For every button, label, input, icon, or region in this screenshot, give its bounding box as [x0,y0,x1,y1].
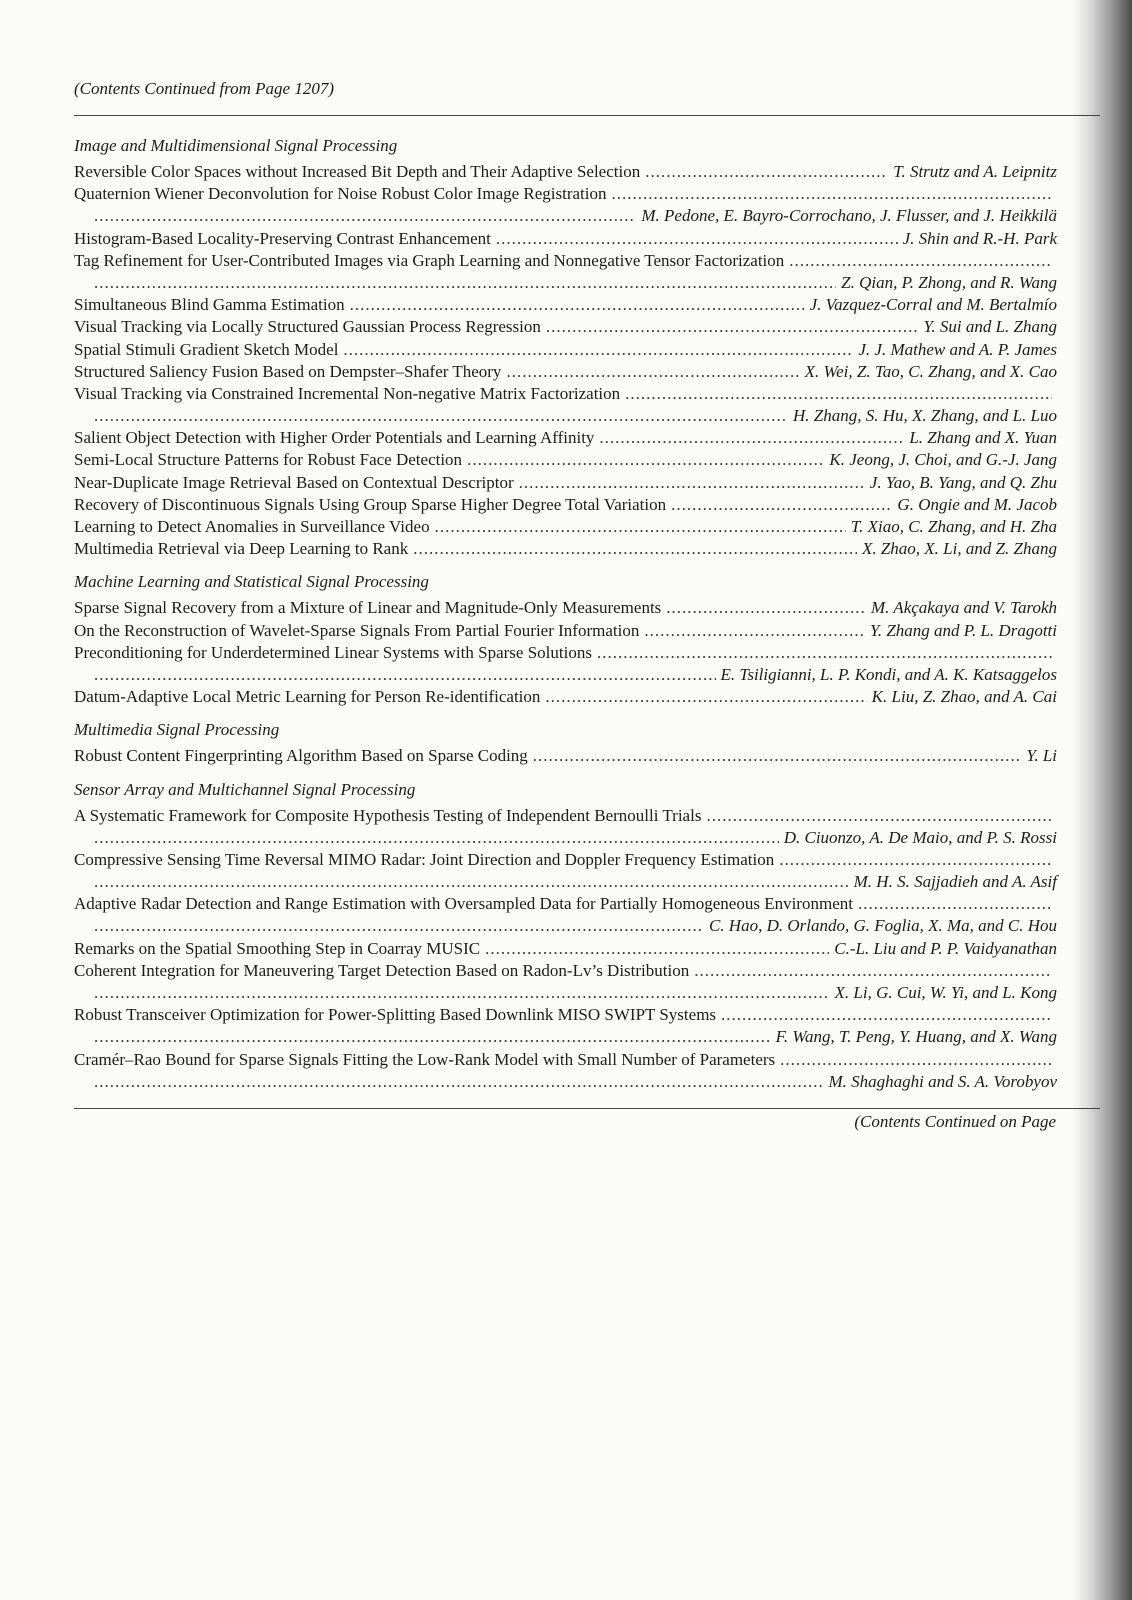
section-title: Sensor Array and Multichannel Signal Processing [74,779,416,799]
toc-entry [74,361,1057,383]
toc-section [74,135,1057,560]
dot-leader [545,686,866,708]
entry-title: Near-Duplicate Image Retrieval Based on Contextual Descriptor [74,472,514,492]
toc-entry [74,893,1057,937]
binding-spine-shadow [1072,0,1132,1600]
entry-title: Robust Content Fingerprinting Algorithm Based on Sparse Coding [74,746,528,766]
toc-entry [74,183,1057,227]
toc-entry [74,316,1057,338]
dot-leader [94,871,849,893]
dot-leader [94,1026,771,1048]
dot-leader [94,272,836,294]
entry-title: Salient Object Detection with Higher Order Potentials and Learning Affinity [74,428,595,448]
entry-title: Visual Tracking via Constrained Incremental Non-negative Matrix Factorization [74,383,621,403]
entry-title: Adaptive Radar Detection and Range Estimation with Oversampled Data for Partially Homogeneous Environment [74,894,853,914]
entry-title: Cramér–Rao Bound for Sparse Signals Fitting the Low-Rank Model with Small Number of Parameters [74,1049,776,1069]
toc-entry [74,494,1057,516]
entry-authors: Y. Sui and L. Zhang [923,317,1057,337]
contents-continued-footer: (Contents Continued on Page [854,1112,1056,1131]
entry-title: On the Reconstruction of Wavelet-Sparse Signals From Partial Fourier Information [74,620,640,640]
toc-entry [74,339,1057,361]
entry-title: Reversible Color Spaces without Increased Bit Depth and Their Adaptive Selection [74,162,641,181]
entry-authors: M. Pedone, E. Bayro-Corrochano, J. Flusser, and J. Heikkilä [641,206,1057,226]
toc-entry [74,516,1057,538]
dot-leader [435,516,846,538]
entry-authors: J. Shin and R.-H. Park [902,228,1057,248]
contents-continued-header: (Contents Continued from Page 1207) [74,79,335,98]
dot-leader [533,745,1022,767]
dot-leader [694,960,1052,982]
dot-leader [789,250,1052,272]
toc-entry [74,250,1057,294]
dot-leader [467,449,824,471]
entry-title: Simultaneous Blind Gamma Estimation [74,295,345,315]
dot-leader [597,642,1052,664]
entry-title: Quaternion Wiener Deconvolution for Noise Robust Color Image Registration [74,184,607,204]
entry-authors: Z. Qian, P. Zhong, and R. Wang [841,272,1057,292]
toc-entry [74,383,1057,427]
toc-entry [74,1049,1057,1093]
section-title: Image and Multidimensional Signal Processing [74,136,398,155]
entry-authors: H. Zhang, S. Hu, X. Zhang, and L. Luo [792,406,1057,426]
dot-leader [625,383,1052,405]
toc-entry [74,597,1057,619]
dot-leader [94,1071,823,1093]
entry-authors: X. Wei, Z. Tao, C. Zhang, and X. Cao [804,361,1057,381]
dot-leader [350,294,805,316]
toc-entry [74,161,1057,183]
entry-authors: M. Shaghaghi and S. A. Vorobyov [828,1071,1057,1091]
toc-entry [74,427,1057,449]
dot-leader [94,915,704,937]
entry-title: Remarks on the Spatial Smoothing Step in Coarray MUSIC [74,938,481,958]
entry-authors: K. Liu, Z. Zhao, and A. Cai [871,687,1057,707]
table-of-contents [74,135,1057,1093]
toc-entry [74,1004,1057,1048]
toc-entry [74,620,1057,642]
top-rule [74,115,1100,116]
dot-leader [612,183,1052,205]
dot-leader [671,494,892,516]
toc-section [74,571,1057,708]
dot-leader [94,664,716,686]
entry-title: Semi-Local Structure Patterns for Robust Face Detection [74,450,463,470]
dot-leader [858,893,1052,915]
toc-entry [74,938,1057,960]
entry-title: Structured Saliency Fusion Based on Dempster–Shafer Theory [74,361,502,381]
entry-authors: K. Jeong, J. Choi, and G.-J. Jang [829,450,1057,470]
entry-authors: Y. Zhang and P. L. Dragotti [869,620,1057,640]
entry-authors: Y. Li [1026,746,1057,766]
dot-leader [343,339,853,361]
entry-authors: J. J. Mathew and A. P. James [858,339,1057,359]
entry-authors: G. Ongie and M. Jacob [897,494,1057,514]
entry-authors: T. Xiao, C. Zhang, and H. Zha [850,517,1057,536]
toc-entry [74,228,1057,250]
toc-entry [74,745,1057,767]
entry-title: Compressive Sensing Time Reversal MIMO Radar: Joint Direction and Doppler Frequency Estimation [74,849,775,869]
entry-title: Spatial Stimuli Gradient Sketch Model [74,339,339,359]
dot-leader [94,405,788,427]
toc-section [74,779,1057,1093]
dot-leader [721,1004,1052,1026]
entry-authors: C.-L. Liu and P. P. Vaidyanathan [834,938,1057,958]
entry-title: Preconditioning for Underdetermined Linear Systems with Sparse Solutions [74,642,592,662]
dot-leader [519,472,865,494]
entry-authors: J. Vazquez-Corral and M. Bertalmío [809,295,1057,315]
dot-leader [94,982,830,1004]
entry-authors: E. Tsiligianni, L. P. Kondi, and A. K. Katsaggelos [720,664,1057,684]
section-title: Multimedia Signal Processing [74,720,280,740]
entry-authors: C. Hao, D. Orlando, G. Foglia, X. Ma, and C. Hou [708,916,1057,936]
entry-title: Coherent Integration for Maneuvering Target Detection Based on Radon-Lv’s Distribution [74,960,690,980]
entry-title: Sparse Signal Recovery from a Mixture of Linear and Magnitude-Only Measurements [74,598,662,618]
entry-authors: X. Zhao, X. Li, and Z. Zhang [861,539,1057,559]
entry-authors: D. Ciuonzo, A. De Maio, and P. S. Rossi [783,827,1057,847]
entry-title: Multimedia Retrieval via Deep Learning to Rank [74,539,409,559]
entry-title: Learning to Detect Anomalies in Surveillance Video [74,517,430,536]
entry-title: Tag Refinement for User-Contributed Images via Graph Learning and Nonnegative Tensor Factorization [74,250,785,270]
dot-leader [94,205,636,227]
entry-title: Recovery of Discontinuous Signals Using Group Sparse Higher Degree Total Variation [74,494,667,514]
entry-authors: J. Yao, B. Yang, and Q. Zhu [869,472,1057,492]
dot-leader [496,228,898,250]
entry-authors: X. Li, G. Cui, W. Yi, and L. Kong [834,983,1057,1002]
toc-entry [74,449,1057,471]
toc-entry [74,686,1057,708]
dot-leader [506,361,799,383]
toc-entry [74,805,1057,849]
section-title: Machine Learning and Statistical Signal Processing [74,572,429,592]
dot-leader [779,849,1052,871]
toc-entry [74,960,1057,1004]
entry-title: Datum-Adaptive Local Metric Learning for Person Re-identification [74,687,541,707]
entry-authors: T. Strutz and A. Leipnitz [893,162,1057,181]
dot-leader [599,427,904,449]
dot-leader [706,805,1052,827]
toc-entry [74,538,1057,560]
dot-leader [644,620,865,642]
dot-leader [94,827,779,849]
dot-leader [485,938,829,960]
toc-entry [74,294,1057,316]
entry-authors: M. Akçakaya and V. Tarokh [870,598,1057,618]
dot-leader [780,1049,1052,1071]
entry-title: Robust Transceiver Optimization for Power-Splitting Based Downlink MISO SWIPT Systems [74,1005,717,1025]
entry-title: Histogram-Based Locality-Preserving Contrast Enhancement [74,228,491,248]
toc-entry [74,472,1057,494]
entry-authors: M. H. S. Sajjadieh and A. Asif [853,872,1057,892]
entry-authors: F. Wang, T. Peng, Y. Huang, and X. Wang [775,1027,1057,1047]
entry-authors: L. Zhang and X. Yuan [909,428,1057,448]
dot-leader [413,538,857,560]
dot-leader [546,316,919,338]
entry-title: Visual Tracking via Locally Structured Gaussian Process Regression [74,317,541,337]
dot-leader [645,161,888,183]
toc-section [74,719,1057,767]
dot-leader [666,597,866,619]
toc-entry [74,642,1057,686]
bottom-rule [74,1108,1100,1109]
entry-title: A Systematic Framework for Composite Hypothesis Testing of Independent Bernoulli Trials [74,805,702,825]
toc-entry [74,849,1057,893]
